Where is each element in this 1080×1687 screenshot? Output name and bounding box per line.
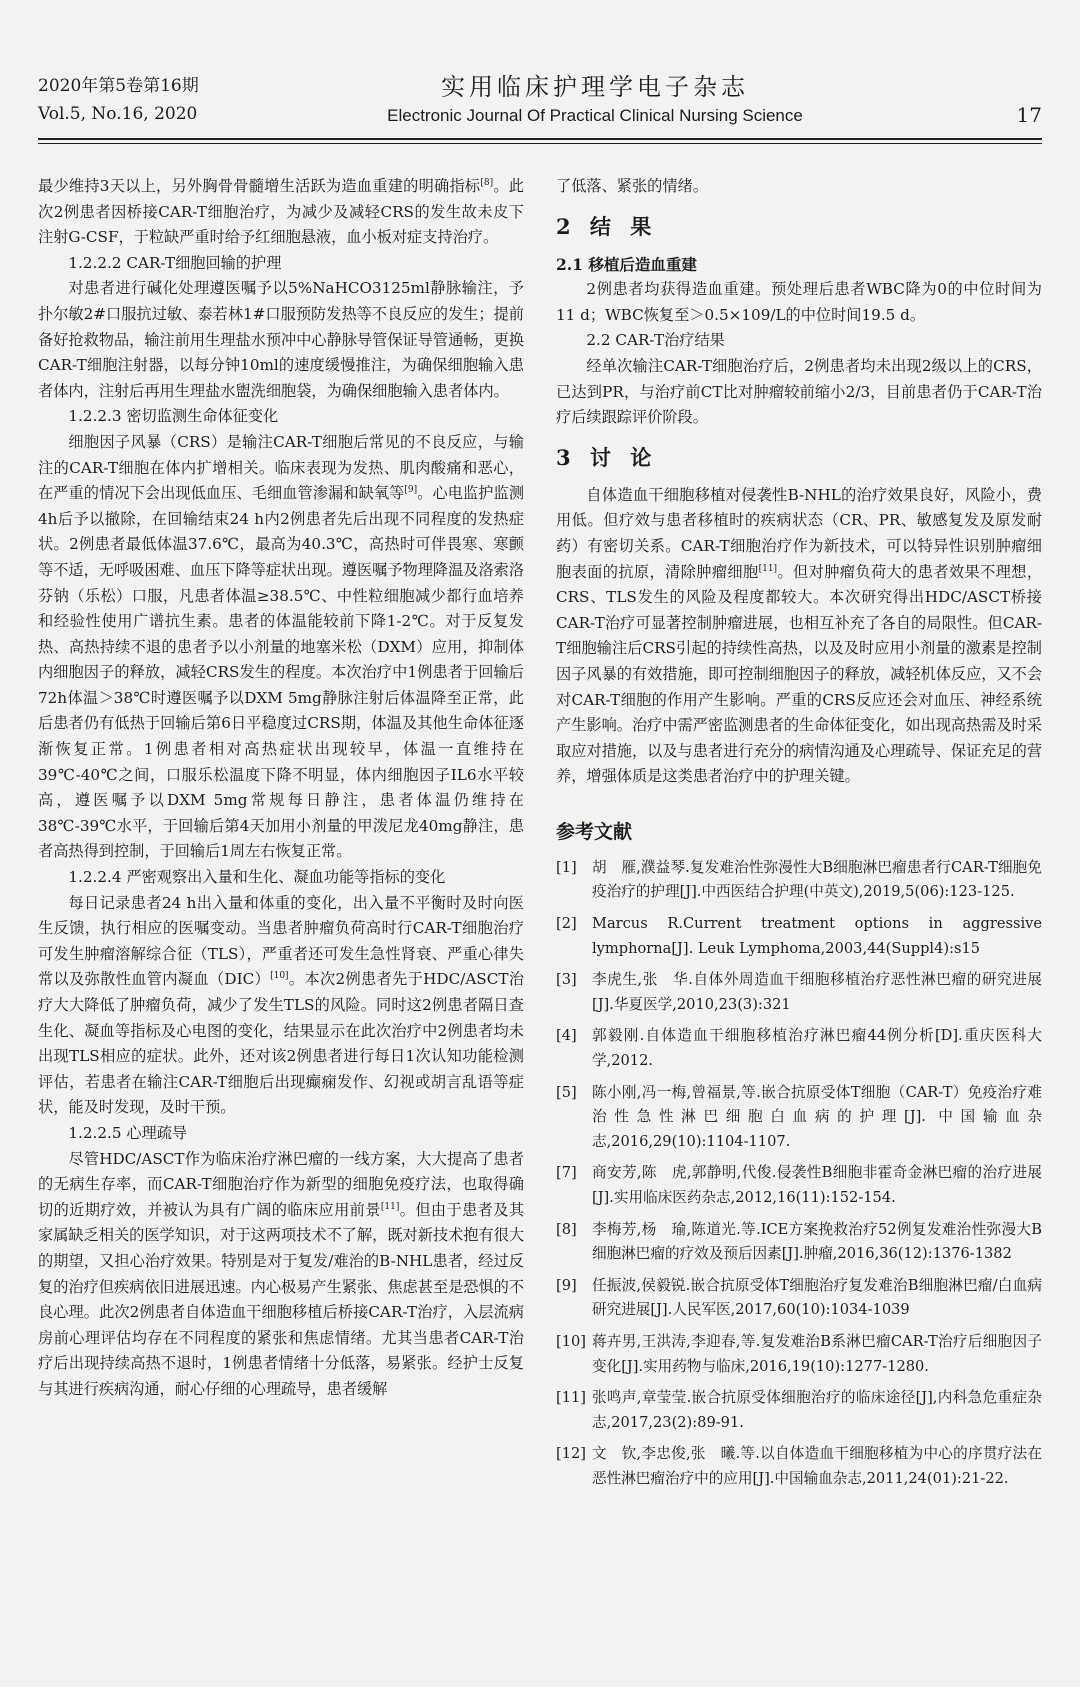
citation: [8] (480, 177, 494, 188)
reference-number: [9] (556, 1276, 577, 1294)
section-heading-results: 2 结 果 (556, 213, 658, 239)
reference-number: [7] (556, 1164, 577, 1182)
section-heading-2-1: 2.1 移植后造血重建 (556, 254, 697, 274)
reference-item: [10] 蒋卉男,王洪涛,李迎春,等.复发难治B系淋巴瘤CAR-T治疗后细胞因子变化[J].实用药物与临床,2016,19(10):1277-1280. (556, 1330, 1042, 1379)
reference-number: [4] (556, 1027, 577, 1045)
paragraph: 自体造血干细胞移植对侵袭性B-NHL的治疗效果良好，风险小，费用低。但疗效与患者移植时的疾病状态（CR、PR、敏感复发及原发耐药）有密切关系。CAR-T细胞治疗作为新技术，可以特异性识别肿瘤细胞表面的抗原，清除肿瘤细胞[11]。但对肿瘤负荷大的患者效果不理想，CRS、TLS发生的风险及程度都较大。本次研究得出HDC/ASCT桥接CAR-T治疗可显著控制肿瘤进展，也相互补充了各自的局限性。但CAR-T细胞输注后CRS引起的持续性高热，以及及时应用小剂量的激素是控制因子风暴的有效措施，即可控制细胞因子的释放，减轻机体反应，又不会对CAR-T细胞的作用产生影响。严重的CRS反应还会对血压、神经系统产生影响。治疗中需严密监测患者的生命体征变化，如出现高热需及时采取应对措施，以及与患者进行充分的病情沟通及心理疏导、保证充足的营养，增强体质是这类患者治疗中的护理关键。 (556, 485, 1043, 786)
issue-en: Vol.5, No.16, 2020 (38, 104, 198, 124)
page-header (38, 72, 1042, 138)
reference-number: [2] (556, 915, 577, 933)
citation: [11] (380, 1201, 400, 1212)
reference-item: [3] 李虎生,张 华.自体外周造血干细胞移植治疗恶性淋巴瘤的研究进展[J].华夏医学,2010,23(3):321 (556, 968, 1042, 1017)
reference-item: [4] 郭毅刚.自体造血干细胞移植治疗淋巴瘤44例分析[D].重庆医科大学,2012. (556, 1024, 1042, 1073)
paragraph: 每日记录患者24 h出入量和体重的变化，出入量不平衡时及时向医生反馈，执行相应的医嘱变动。当患者肿瘤负荷高时行CAR-T细胞治疗可发生肿瘤溶解综合征（TLS），严重者还可发生急性肾衰、严重心律失常以及弥散性血管内凝血（DIC）[10]。本次2例患者先于HDC/ASCT治疗大大降低了肿瘤负荷，减少了发生TLS的风险。同时这2例患者隔日查生化、凝血等指标及心电图的变化，结果显示在此次治疗中2例患者均未出现TLS相应的症状。此外，还对该2例患者进行每日1次认知功能检测评估，若患者在输注CAR-T细胞后出现癫痫发作、幻视或胡言乱语等症状，能及时发现，及时干预。 (38, 893, 524, 1117)
header-rule (38, 138, 1042, 140)
reference-item: [9] 任振波,侯毅锐.嵌合抗原受体T细胞治疗复发难治B细胞淋巴瘤/白血病研究进展[J].人民军医,2017,60(10):1034-1039 (556, 1274, 1042, 1323)
page-number: 17 (1016, 103, 1042, 127)
paragraph: 最少维持3天以上，另外胸骨骨髓增生活跃为造血重建的明确指标[8]。此次2例患者因桥接CAR-T细胞治疗，为减少及减轻CRS的发生故未皮下注射G-CSF，于粒缺严重时给予红细胞悬液，血小板对症支持治疗。 (38, 177, 524, 247)
section-heading-1-2-2-2: 1.2.2.2 CAR-T细胞回输的护理 (68, 253, 282, 272)
paragraph: 了低落、紧张的情绪。 (556, 177, 708, 195)
section-heading-1-2-2-5: 1.2.2.5 心理疏导 (68, 1123, 188, 1142)
paragraph: 对患者进行碱化处理遵医嘱予以5%NaHCO3125ml静脉输注，予扑尔敏2#口服抗过敏、泰若林1#口服预防发热等不良反应的发生；提前备好抢救物品，输注前用生理盐水预冲中心静脉导管保证导管通畅，更换CAR-T细胞注射器，以每分钟10ml的速度缓慢推注，为确保细胞输入患者体内，注射后再用生理盐水盥洗细胞袋，为确保细胞输入患者体内。 (38, 279, 524, 400)
reference-number: [8] (556, 1220, 577, 1238)
reference-item: [12] 文 钦,李忠俊,张 曦.等.以自体造血干细胞移植为中心的序贯疗法在恶性淋巴瘤治疗中的应用[J].中国输血杂志,2011,24(01):21-22. (556, 1442, 1042, 1491)
header-rule-thin (38, 143, 1042, 144)
section-heading-2-2: 2.2 CAR-T治疗结果 (586, 331, 725, 350)
left-column (38, 174, 524, 1403)
reference-number: [3] (556, 971, 577, 989)
reference-item: [2] Marcus R.Current treatment options in aggressive lymphorna[J]. Leuk Lymphoma,2003,44(Suppl4):s15 (556, 912, 1042, 961)
reference-item: [11] 张鸣声,章莹莹.嵌合抗原受体细胞治疗的临床途径[J],内科急危重症杂志,2017,23(2):89-91. (556, 1386, 1042, 1435)
right-column (556, 174, 1042, 1499)
citation: [10] (270, 971, 289, 982)
journal-title-en: Electronic Journal Of Practical Clinical Nursing Science (387, 106, 803, 125)
reference-number: [5] (556, 1083, 577, 1101)
reference-item: [7] 商安芳,陈 虎,郭静明,代俊.侵袭性B细胞非霍奇金淋巴瘤的治疗进展[J].实用临床医药杂志,2012,16(11):152-154. (556, 1161, 1042, 1210)
citation: [11] (758, 563, 778, 574)
reference-item: [5] 陈小刚,冯一梅,曾福景,等.嵌合抗原受体T细胞（CAR-T）免疫治疗难治性急性淋巴细胞白血病的护理[J]. 中国输血杂志,2016,29(10):1104-1107. (556, 1081, 1042, 1155)
section-heading-1-2-2-3: 1.2.2.3 密切监测生命体征变化 (68, 407, 279, 426)
issue-info (38, 72, 199, 128)
reference-list (556, 856, 1042, 1492)
reference-number: [10] (556, 1332, 586, 1350)
references-title: 参考文献 (556, 820, 633, 843)
reference-number: [1] (556, 858, 577, 876)
paragraph: 细胞因子风暴（CRS）是输注CAR-T细胞后常见的不良反应，与输注的CAR-T细胞在体内扩增相关。临床表现为发热、肌肉酸痛和恶心，在严重的情况下会出现低血压、毛细血管渗漏和缺氧等[9]。心电监护监测4h后予以撤除，在回输结束24 h内2例患者先后出现不同程度的发热症状。2例患者最低体温37.6℃，最高为40.3℃，高热时可伴畏寒、寒颤等不适，无呼吸困难、血压下降等症状出现。遵医嘱予物理降温及洛索洛芬钠（乐松）口服，凡患者体温≥38.5℃、中性粒细胞减少都行血培养和经验性使用广谱抗生素。患者的体温能较前下降1-2℃。对于反复发热、高热持续不退的患者予以小剂量的地塞米松（DXM）应用，抑制体内细胞因子的释放，减轻CRS发生的程度。本次治疗中1例患者于回输后72h体温＞38℃时遵医嘱予以DXM 5mg静脉注射后体温降至正常，此后患者仍有低热于回输后第6日平稳度过CRS期，体温及其他生命体征逐渐恢复正常。1例患者相对高热症状出现较早，体温一直维持在39℃-40℃之间，口服乐松温度下降不明显，体内细胞因子IL6水平较高，遵医嘱予以DXM 5mg常规每日静注，患者体温仍维持在38℃-39℃水平，于回输后第4天加用小剂量的甲泼尼龙40mg静注，患者高热得到控制，于回输后1周左右恢复正常。 (38, 432, 525, 861)
paragraph: 尽管HDC/ASCT作为临床治疗淋巴瘤的一线方案，大大提高了患者的无病生存率，而CAR-T细胞治疗作为新型的细胞免疫疗法，也取得确切的近期疗效，并被认为具有广阔的临床应用前景[11]。但由于患者及其家属缺乏相关的医学知识，对于这两项技术不了解，既对新技术抱有很大的期望，又担心治疗效果。特别是对于复发/难治的B-NHL患者，经过反复的治疗但疾病依旧进展迅速。内心极易产生紧张、焦虑甚至是恐惧的不良心理。此次2例患者自体造血干细胞移植后桥接CAR-T治疗，入层流病房前心理评估均存在不同程度的紧张和焦虑情绪。尤其当患者CAR-T治疗后出现持续高热不退时，1例患者情绪十分低落，易紧张。经护士反复与其进行疾病沟通，耐心仔细的心理疏导，患者缓解 (38, 1149, 525, 1398)
citation: [9] (404, 485, 418, 496)
reference-item: [8] 李梅芳,杨 瑜,陈道光.等.ICE方案挽救治疗52例复发难治性弥漫大B细胞淋巴瘤的疗效及预后因素[J].肿瘤,2016,36(12):1376-1382 (556, 1218, 1042, 1267)
section-heading-1-2-2-4: 1.2.2.4 严密观察出入量和生化、凝血功能等指标的变化 (68, 868, 446, 887)
journal-title (238, 72, 952, 130)
journal-title-cn: 实用临床护理学电子杂志 (441, 73, 749, 101)
section-heading-discussion: 3 讨 论 (556, 444, 658, 470)
reference-number: [12] (556, 1445, 586, 1463)
reference-number: [11] (556, 1389, 586, 1407)
issue-cn: 2020年第5卷第16期 (38, 76, 199, 96)
paragraph: 2例患者均获得造血重建。预处理后患者WBC降为0的中位时间为11 d；WBC恢复至＞0.5×109/L的中位时间19.5 d。 (556, 280, 1042, 324)
reference-item: [1] 胡 雁,濮益琴.复发难治性弥漫性大B细胞淋巴瘤患者行CAR-T细胞免疫治疗的护理[J].中西医结合护理(中英文),2019,5(06):123-125. (556, 856, 1042, 905)
paragraph: 经单次输注CAR-T细胞治疗后，2例患者均未出现2级以上的CRS，已达到PR，与治疗前CT比对肿瘤较前缩小2/3，目前患者仍于CAR-T治疗后续跟踪评价阶段。 (556, 356, 1042, 427)
